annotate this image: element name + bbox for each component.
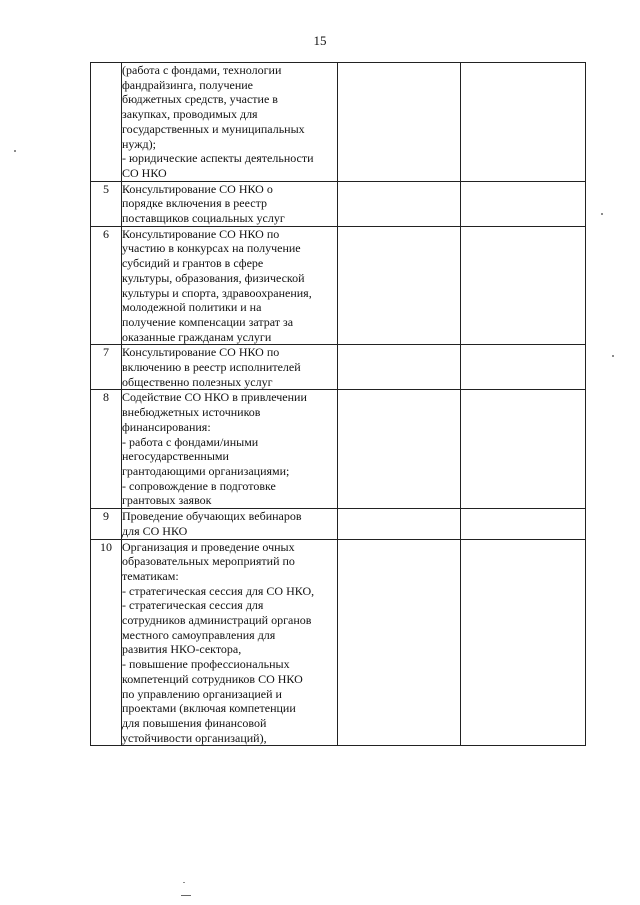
table-row	[91, 181, 586, 226]
activity-description	[122, 63, 338, 182]
activity-description	[122, 509, 338, 539]
description-line: развития НКО-сектора,	[122, 642, 242, 657]
table-row	[91, 539, 586, 746]
table-row	[91, 390, 586, 509]
description-line: получение компенсации затрат за	[122, 314, 294, 329]
description-line: поставщиков социальных услуг	[122, 211, 285, 226]
description-line: грантодающими организациями;	[122, 463, 290, 478]
description-line: местного самоуправления для	[122, 627, 276, 642]
row-number: 10	[91, 539, 122, 746]
description-line: молодежной политики и на	[122, 300, 262, 315]
empty-cell	[338, 345, 461, 390]
description-line: Консультирование СО НКО о	[122, 181, 273, 196]
empty-cell	[338, 390, 461, 509]
row-number: 7	[91, 345, 122, 390]
activity-description	[122, 181, 338, 226]
description-line: - повышение профессиональных	[122, 657, 290, 672]
empty-cell	[461, 63, 586, 182]
description-line: финансирования:	[122, 419, 211, 434]
description-line: культуры и спорта, здравоохранения,	[122, 285, 312, 300]
table-row	[91, 345, 586, 390]
description-line: - работа с фондами/иными	[122, 434, 259, 449]
description-line: оказанные гражданам услуги	[122, 329, 272, 344]
description-line: - сопровождение в подготовке	[122, 478, 276, 493]
description-line: - юридические аспекты деятельности	[122, 151, 314, 166]
description-line: для СО НКО	[122, 523, 188, 538]
row-number	[91, 63, 122, 182]
description-line: грантовых заявок	[122, 493, 212, 508]
description-line: закупках, проводимых для	[122, 107, 258, 122]
description-line: Содействие СО НКО в привлечении	[122, 390, 307, 405]
table-row	[91, 509, 586, 539]
description-line: государственных и муниципальных	[122, 121, 305, 136]
description-line: внебюджетных источников	[122, 405, 261, 420]
description-line: по управлению организацией и	[122, 686, 282, 701]
description-line: участию в конкурсах на получение	[122, 241, 301, 256]
description-line: сотрудников администраций органов	[122, 613, 312, 628]
table-row	[91, 63, 586, 182]
empty-cell	[461, 226, 586, 345]
row-number: 6	[91, 226, 122, 345]
empty-cell	[461, 345, 586, 390]
description-line: тематикам:	[122, 568, 179, 583]
empty-cell	[338, 181, 461, 226]
scan-speck	[183, 882, 185, 883]
description-line: (работа с фондами, технологии	[122, 63, 282, 77]
empty-cell	[461, 181, 586, 226]
description-line: проектами (включая компетенции	[122, 701, 296, 716]
empty-cell	[338, 539, 461, 746]
scan-speck	[601, 213, 603, 215]
row-number: 9	[91, 509, 122, 539]
empty-cell	[338, 63, 461, 182]
row-number: 8	[91, 390, 122, 509]
empty-cell	[338, 509, 461, 539]
scan-speck	[612, 355, 614, 357]
description-line: для повышения финансовой	[122, 715, 267, 730]
activity-description	[122, 226, 338, 345]
description-line: субсидий и грантов в сфере	[122, 256, 264, 271]
description-line: Консультирование СО НКО по	[122, 345, 280, 360]
plan-table	[90, 62, 586, 746]
description-line: порядке включения в реестр	[122, 196, 267, 211]
description-line: компетенций сотрудников СО НКО	[122, 671, 303, 686]
plan-table-body	[91, 63, 586, 746]
row-number: 5	[91, 181, 122, 226]
empty-cell	[461, 390, 586, 509]
description-line: СО НКО	[122, 165, 167, 180]
activity-description	[122, 345, 338, 390]
description-line: устойчивости организаций),	[122, 730, 267, 745]
scan-speck	[181, 895, 191, 896]
table-row	[91, 226, 586, 345]
description-line: Консультирование СО НКО по	[122, 226, 280, 241]
description-line: Проведение обучающих вебинаров	[122, 509, 302, 524]
description-line: нужд);	[122, 136, 156, 151]
description-line: культуры, образования, физической	[122, 270, 305, 285]
description-line: фандрайзинга, получение	[122, 77, 253, 92]
scan-speck	[14, 150, 16, 152]
activity-description	[122, 539, 338, 746]
description-line: общественно полезных услуг	[122, 374, 273, 389]
description-line: - стратегическая сессия для СО НКО,	[122, 583, 315, 598]
page-number: 15	[313, 33, 327, 48]
empty-cell	[338, 226, 461, 345]
description-line: включению в реестр исполнителей	[122, 360, 301, 375]
description-line: Организация и проведение очных	[122, 539, 295, 554]
activity-description	[122, 390, 338, 509]
description-line: негосударственными	[122, 449, 229, 464]
description-line: бюджетных средств, участие в	[122, 92, 278, 107]
empty-cell	[461, 509, 586, 539]
description-line: образовательных мероприятий по	[122, 554, 295, 569]
description-line: - стратегическая сессия для	[122, 598, 264, 613]
empty-cell	[461, 539, 586, 746]
